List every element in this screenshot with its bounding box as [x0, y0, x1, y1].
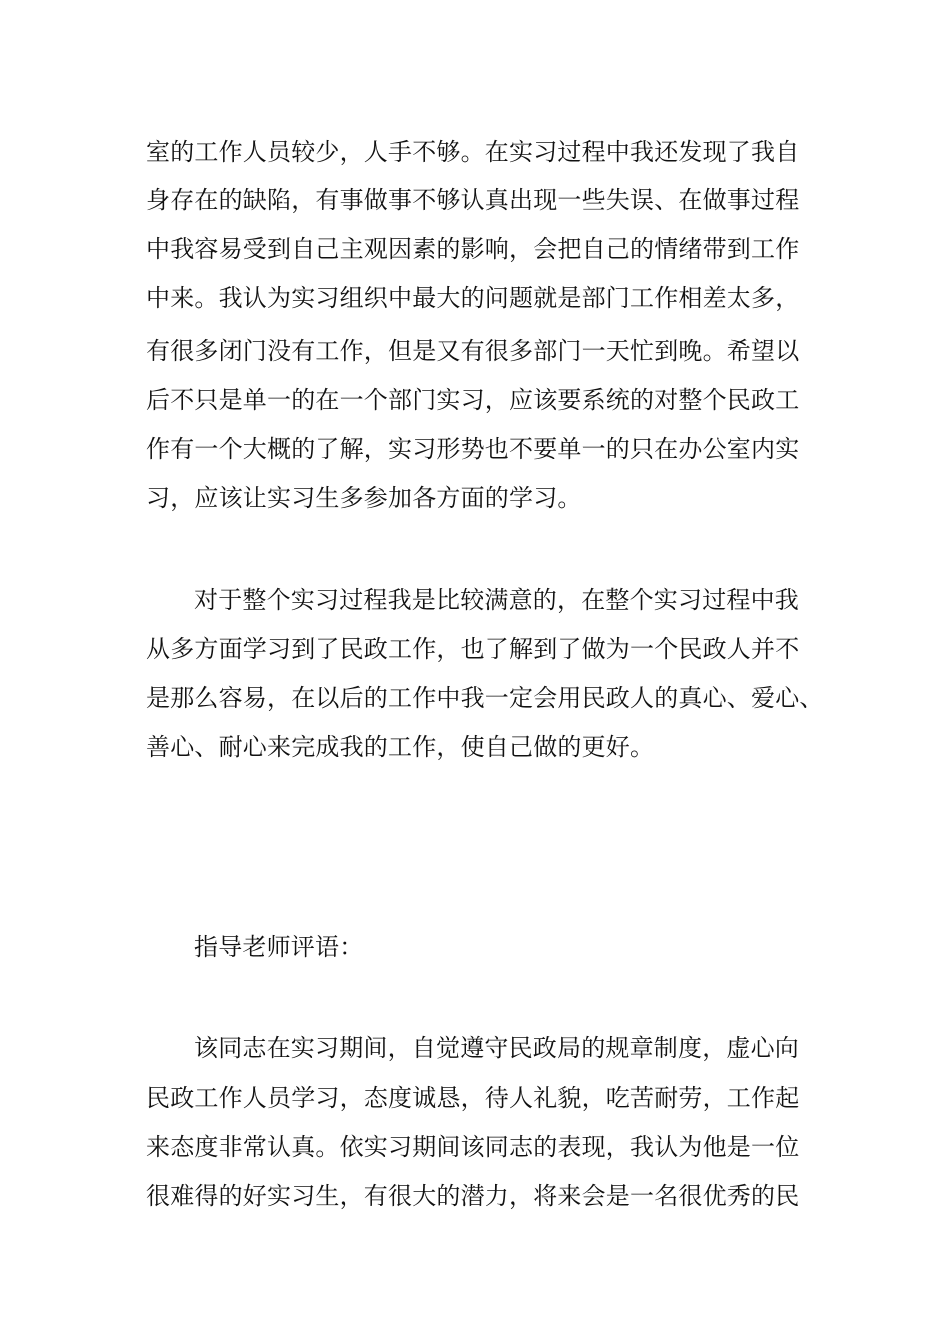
text-line: 从多方面学习到了民政工作，也了解到了做为一个民政人并不 — [146, 635, 800, 663]
text-line: 中来。我认为实习组织中最大的问题就是部门工作相差太多， — [146, 284, 800, 312]
text-line: 该同志在实习期间，自觉遵守民政局的规章制度，虚心向 — [194, 1034, 799, 1062]
text-line: 民政工作人员学习，态度诚恳，待人礼貌，吃苦耐劳，工作起 — [146, 1084, 800, 1112]
text-line: 对于整个实习过程我是比较满意的，在整个实习过程中我 — [194, 586, 799, 614]
text-line: 习，应该让实习生多参加各方面的学习。 — [146, 484, 582, 512]
text-line: 是那么容易，在以后的工作中我一定会用民政人的真心、爱心、 — [146, 684, 824, 712]
text-line: 身存在的缺陷，有事做事不够认真出现一些失误、在做事过程 — [146, 186, 800, 214]
text-line: 室的工作人员较少，人手不够。在实习过程中我还发现了我自 — [146, 138, 800, 166]
text-line: 作有一个大概的了解，实习形势也不要单一的只在办公室内实 — [146, 435, 800, 463]
text-line: 很难得的好实习生，有很大的潜力，将来会是一名很优秀的民 — [146, 1182, 800, 1210]
text-line: 有很多闭门没有工作，但是又有很多部门一天忙到晚。希望以 — [146, 337, 800, 365]
text-line: 来态度非常认真。依实习期间该同志的表现，我认为他是一位 — [146, 1133, 800, 1161]
section-heading: 指导老师评语： — [194, 933, 364, 961]
text-line: 善心、耐心来完成我的工作，使自己做的更好。 — [146, 733, 655, 761]
text-line: 中我容易受到自己主观因素的影响，会把自己的情绪带到工作 — [146, 235, 800, 263]
text-line: 后不只是单一的在一个部门实习，应该要系统的对整个民政工 — [146, 386, 800, 414]
